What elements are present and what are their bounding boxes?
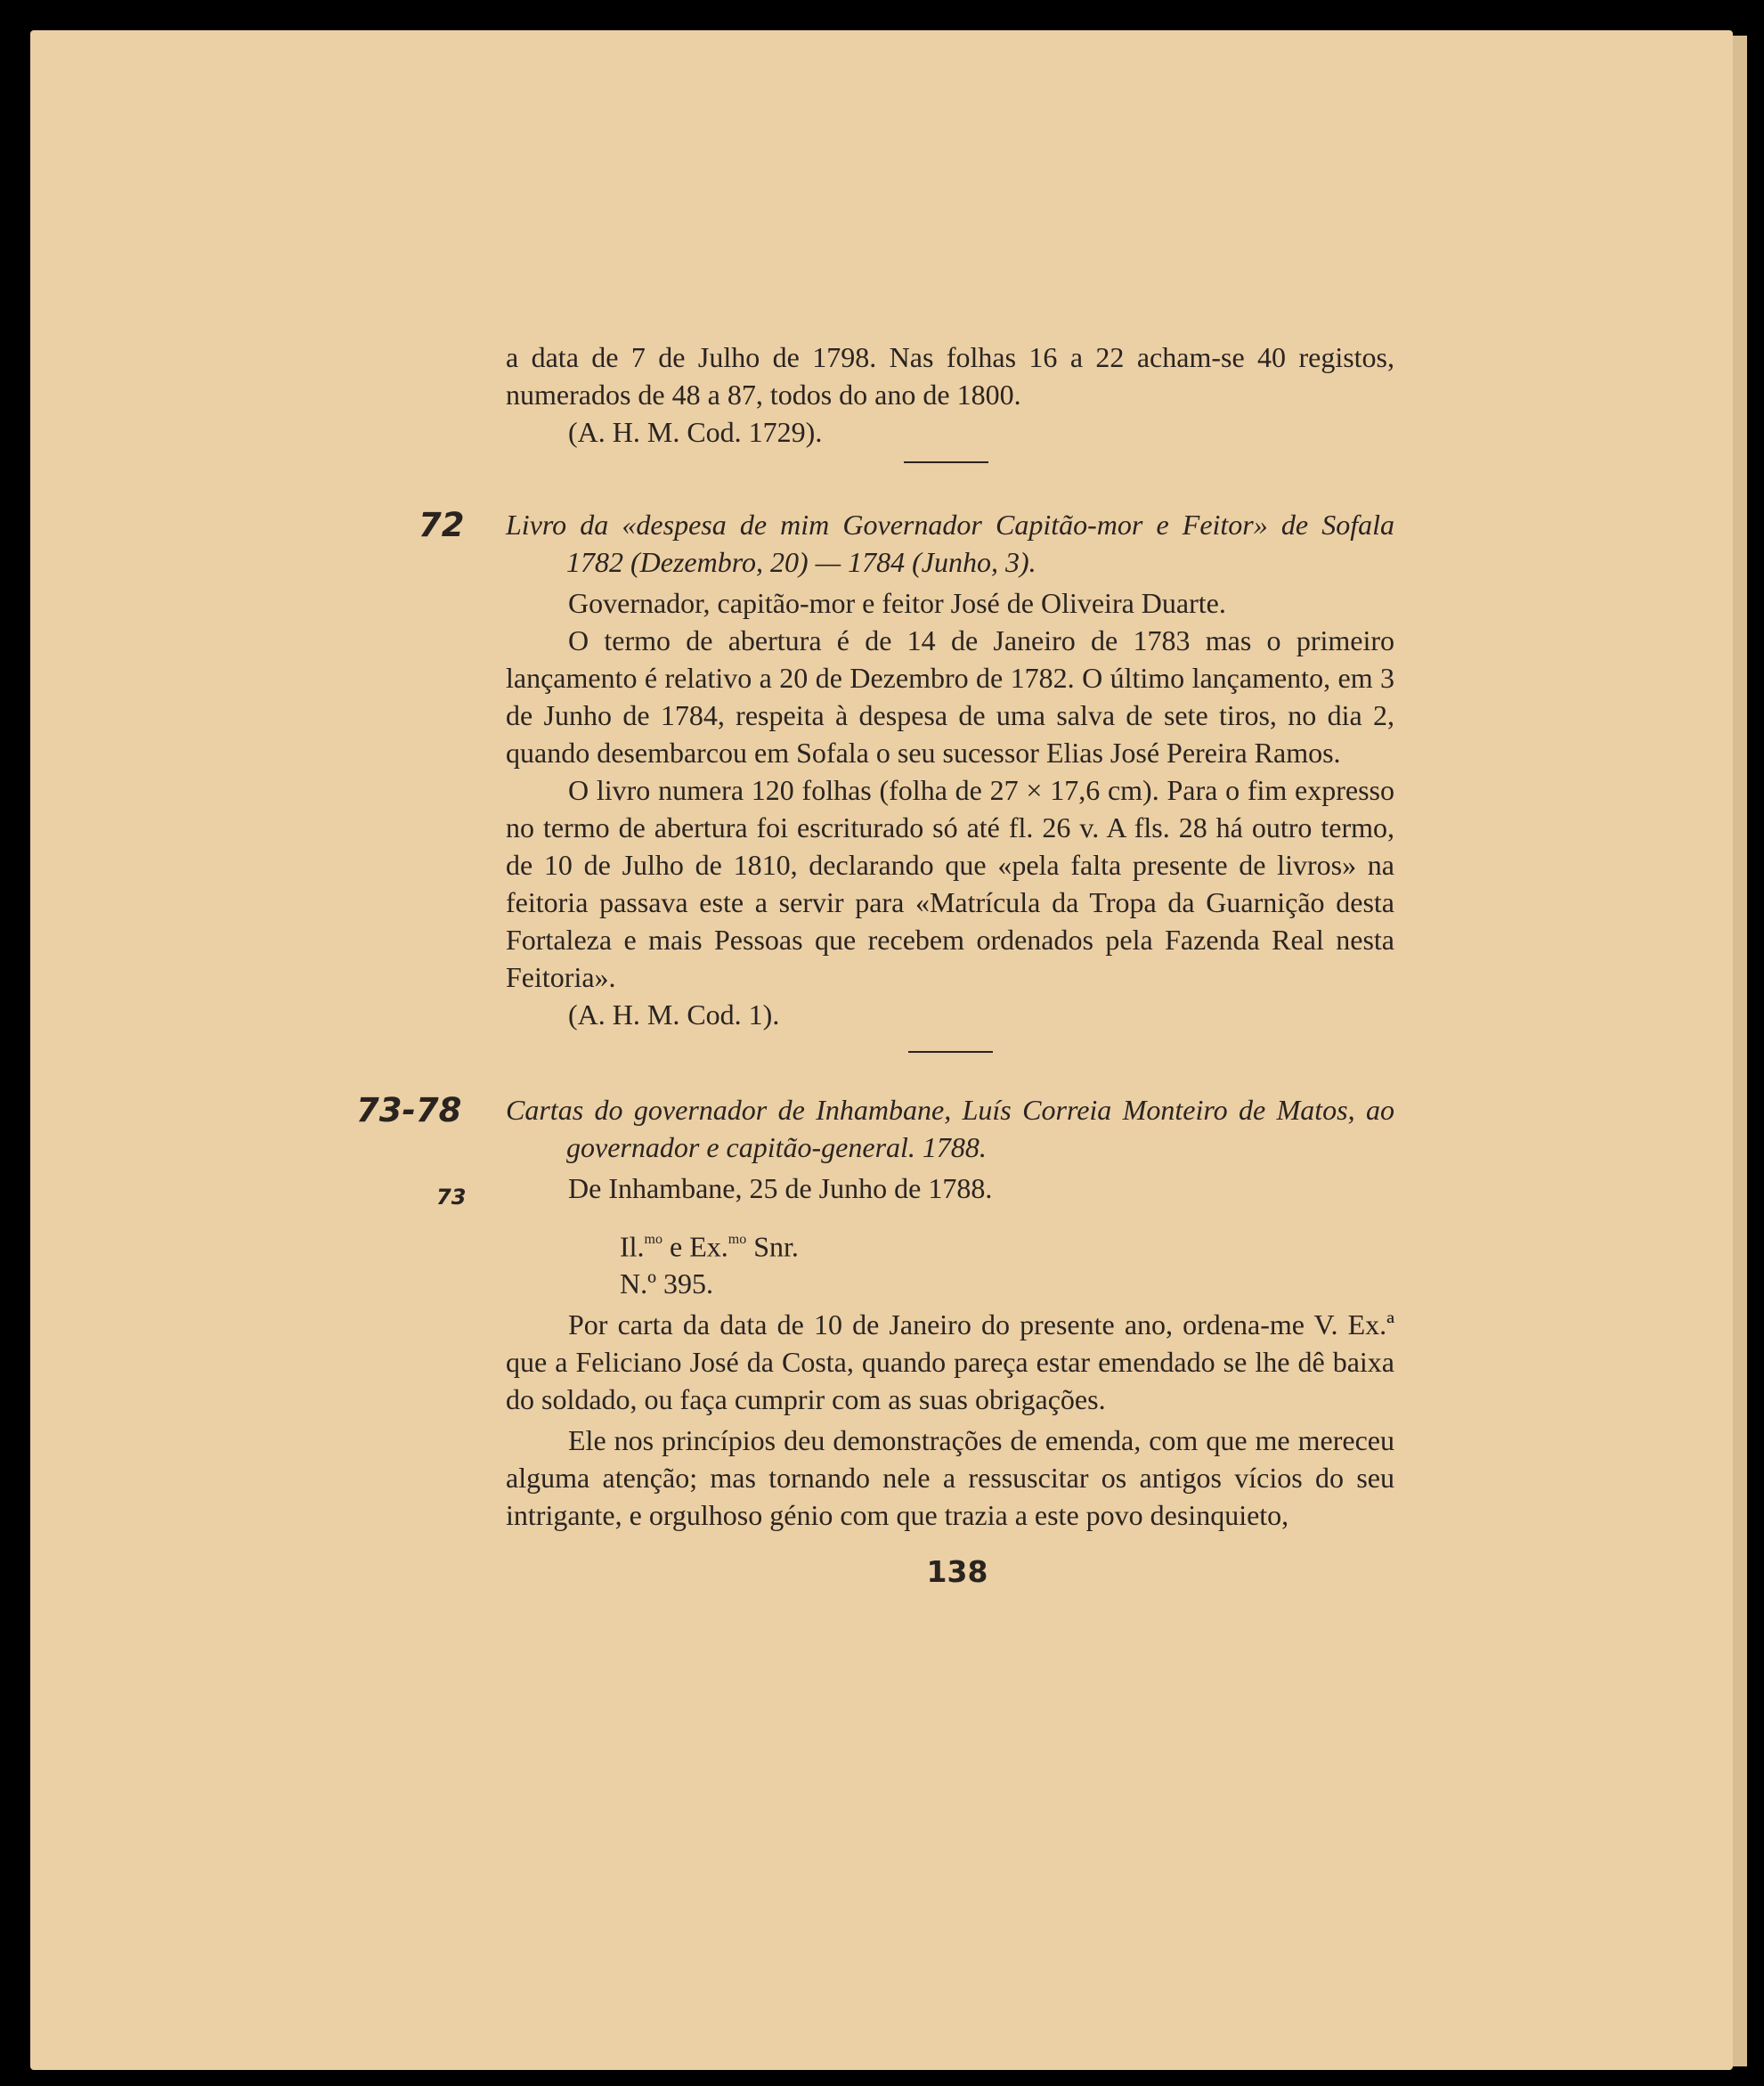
letter-place-date: De Inhambane, 25 de Junho de 1788. (568, 1172, 993, 1204)
salutation-part: Snr. (746, 1230, 799, 1263)
entry-73-78 (506, 1091, 1394, 1534)
salutation-part: Il. (620, 1230, 645, 1263)
entry-title: Livro da «despesa de mim Governador Capitão-mor e Feitor» de Sofala 1782 (Dezembro, 20) — 1784 (Junho, 3). (506, 509, 1394, 578)
sub-entry-number: 73 (436, 1185, 467, 1210)
superscript: mo (644, 1232, 663, 1247)
paragraph: O termo de abertura é de 14 de Janeiro de 1783 mas o primeiro lançamento é relativo a 20 de Dezembro de 1782. O último lançamento, em 3 de Junho de 1784, respeita à despesa de uma salva de sete tiros, no dia 2, quando desembarcou em Sofala o seu sucessor Elias José Pereira Ramos. (506, 624, 1394, 769)
paragraph: a data de 7 de Julho de 1798. Nas folhas 16 a 22 acham-se 40 registos, numerados de 48 a 87, todos do ano de 1800. (506, 341, 1394, 411)
entry-number: 72 (419, 506, 465, 544)
entry-71-continuation (506, 338, 1394, 451)
paragraph: O livro numera 120 folhas (folha de 27 × 17,6 cm). Para o fim expresso no termo de abertura foi escriturado só até fl. 26 v. A fls. 28 há outro termo, de 10 de Julho de 1810, declarando que «pela falta presente de livros» na feitoria passava este a servir para «Matrícula da Tropa da Guarnição desta Fortaleza e mais Pessoas que recebem ordenados pela Fazenda Real nesta Feitoria». (506, 774, 1394, 993)
paragraph: Ele nos princípios deu demonstrações de emenda, com que me mereceu alguma atenção; mas tornando nele a ressuscitar os antigos vícios do seu intrigante, e orgulhoso génio com que trazia a este povo desinquieto, (506, 1424, 1394, 1532)
page (30, 30, 1733, 2070)
entry-72 (506, 506, 1394, 1033)
separator (908, 1051, 993, 1053)
separator (904, 461, 988, 463)
superscript: mo (728, 1232, 747, 1247)
reference: (A. H. M. Cod. 1). (568, 998, 780, 1031)
salutation-part: e Ex. (663, 1230, 728, 1263)
reference: (A. H. M. Cod. 1729). (568, 416, 823, 448)
page-number: 138 (926, 1554, 988, 1589)
entry-title: Cartas do governador de Inhambane, Luís Correia Monteiro de Matos, ao governador e capitão-general. 1788. (506, 1094, 1394, 1163)
entry-number: 73-78 (356, 1091, 462, 1129)
letter-number: N.º 395. (620, 1267, 714, 1300)
salutation (506, 1221, 1394, 1265)
paragraph: Governador, capitão-mor e feitor José de Oliveira Duarte. (568, 587, 1226, 619)
paragraph: Por carta da data de 10 de Janeiro do presente ano, ordena-me V. Ex.ª que a Feliciano José da Costa, quando pareça estar emendado se lhe dê baixa do soldado, ou faça cumprir com as suas obrigações. (506, 1308, 1394, 1416)
